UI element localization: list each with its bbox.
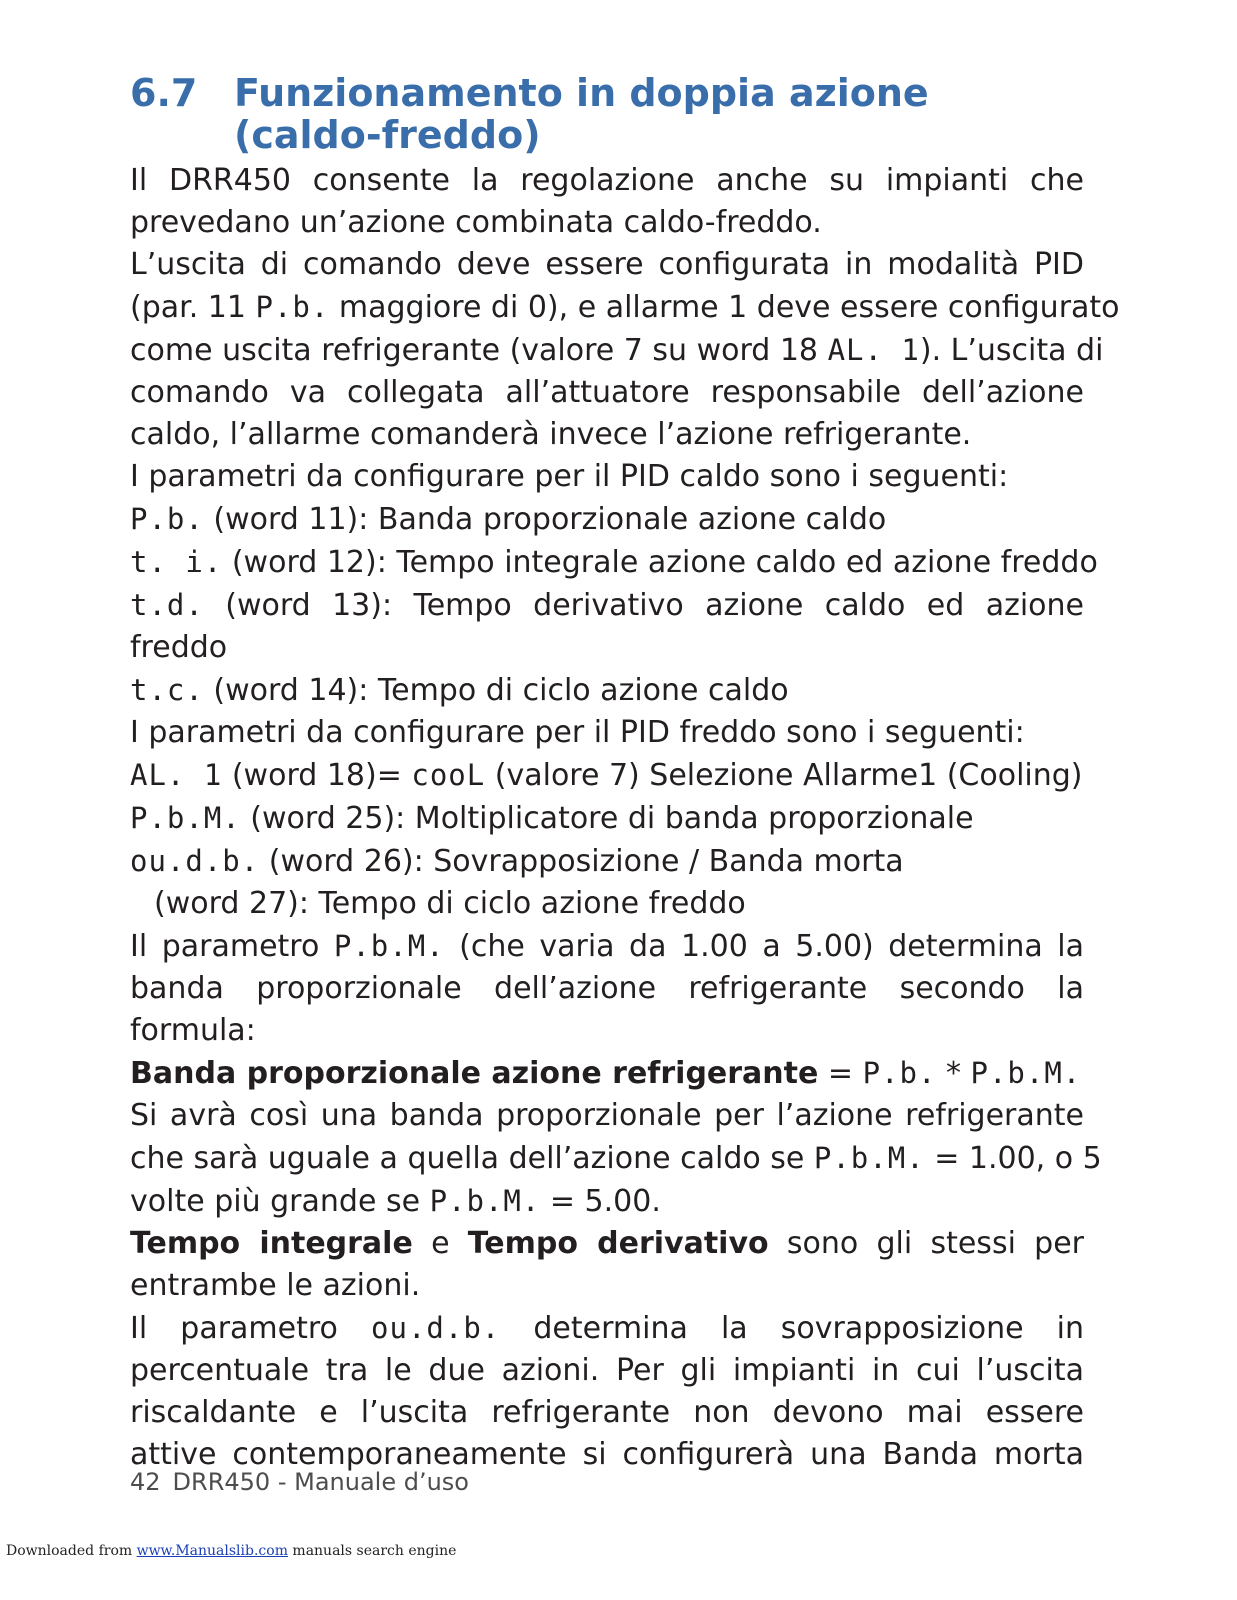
parameter-item: [130, 498, 1084, 541]
text-run: =: [818, 1056, 863, 1091]
display-code: P.b.: [255, 290, 330, 324]
display-code: ou.d.b.: [130, 844, 260, 878]
parameter-item: [130, 840, 1084, 883]
text-run: Il parametro: [130, 929, 334, 964]
display-code: t.d.: [130, 588, 204, 622]
formula-label: Banda proporzionale azione refrigerante: [130, 1056, 819, 1091]
text-run: che sarà uguale a quella dell’azione caldo se: [130, 1141, 814, 1176]
paragraph-line: percentuale tra le due azioni. Per gli impianti in cui l’uscita: [130, 1353, 1084, 1388]
paragraph-line: entrambe le azioni.: [130, 1268, 421, 1303]
bold-term: Tempo integrale: [130, 1226, 413, 1261]
section-title-line: (caldo-freddo): [234, 113, 541, 157]
display-code: P.b.M.: [970, 1056, 1082, 1090]
paragraph-line: comando va collegata all’attuatore responsabile dell’azione: [130, 375, 1084, 410]
paragraph-line: [130, 1307, 1084, 1350]
paragraph-line: Si avrà così una banda proporzionale per l’azione refrigerante: [130, 1098, 1084, 1133]
text-run: e: [412, 1226, 468, 1261]
parameter-description: (word 14): Tempo di ciclo azione caldo: [203, 673, 789, 708]
paragraph-line: banda proporzionale dell’azione refrigerante secondo la: [130, 971, 1084, 1006]
paragraph-line: [130, 1180, 1084, 1223]
formula: [130, 1052, 1084, 1095]
display-code: ou.d.b.: [371, 1311, 501, 1345]
display-code: P.b.M.: [813, 1141, 925, 1175]
paragraph-line: [130, 1137, 1102, 1180]
paragraph-line: [130, 1223, 1084, 1265]
text-run: Il parametro: [130, 1311, 372, 1346]
download-suffix: manuals search engine: [287, 1543, 457, 1559]
display-code: AL. 1: [827, 333, 920, 367]
paragraph-line: attive contemporaneamente si configurerà una Banda morta: [130, 1437, 1084, 1472]
section-title-line: Funzionamento in doppia azione: [234, 71, 929, 115]
download-prefix: Downloaded from: [6, 1543, 137, 1559]
parameter-item: (word 27): Tempo di ciclo azione freddo: [154, 886, 746, 921]
parameter-item: [130, 669, 1084, 712]
display-code: t. i.: [130, 545, 223, 579]
display-code: t.c.: [130, 673, 204, 707]
parameter-item: [130, 754, 1084, 797]
section-title: [234, 72, 1084, 156]
parameter-description: (word 12): Tempo integrale azione caldo ed azione freddo: [222, 545, 1098, 580]
text-run: sono gli stessi per: [768, 1226, 1084, 1261]
parameter-description: (valore 7) Selezione Allarme1 (Cooling): [485, 758, 1083, 793]
paragraph-line: Il DRR450 consente la regolazione anche su impianti che: [130, 163, 1084, 198]
display-code: P.b.M.: [333, 929, 445, 963]
parameter-description: (word 18)=: [222, 758, 412, 793]
parameter-item: [130, 541, 1098, 584]
paragraph-line: riscaldante e l’uscita refrigerante non devono mai essere: [130, 1395, 1084, 1430]
section-number: 6.7: [130, 71, 198, 115]
display-code: P.b.: [862, 1056, 937, 1090]
text-run: = 1.00, o 5: [924, 1141, 1102, 1176]
text-run: ). L’uscita di: [919, 333, 1104, 368]
paragraph-line: L’uscita di comando deve essere configurata in modalità PID: [130, 247, 1084, 282]
paragraph-line: freddo: [130, 630, 228, 665]
section-heading: [130, 72, 1084, 156]
parameter-description: (word 11): Banda proporzionale azione caldo: [203, 502, 887, 537]
paragraph-line: caldo, l’allarme comanderà invece l’azione refrigerante.: [130, 417, 972, 452]
text-run: = 5.00.: [540, 1184, 661, 1219]
text-run: determina la sovrapposizione in: [500, 1311, 1085, 1346]
display-code: P.b.M.: [130, 801, 241, 835]
display-code: AL. 1: [130, 758, 223, 792]
parameter-description: (word 26): Sovrapposizione / Banda morta: [259, 844, 904, 879]
parameter-description: (word 25): Moltiplicatore di banda proporzionale: [240, 801, 974, 836]
text-run: come uscita refrigerante (valore 7 su word 18: [130, 333, 828, 368]
page-number: 42: [130, 1468, 161, 1496]
manual-page: [130, 71, 1120, 1476]
bold-term: Tempo derivativo: [467, 1226, 769, 1261]
paragraph-line: [130, 329, 1104, 372]
display-code: P.b.M.: [429, 1184, 541, 1218]
body-text: [130, 160, 1120, 1476]
parameter-item: [130, 797, 1084, 840]
text-run: maggiore di 0), e allarme 1 deve essere configurato: [329, 290, 1120, 325]
paragraph-line: [130, 286, 1120, 329]
text-run: (che varia da 1.00 a 5.00) determina la: [444, 929, 1084, 964]
display-code: cooL: [411, 758, 486, 792]
display-code: P.b.: [130, 502, 204, 536]
paragraph-line: I parametri da configurare per il PID freddo sono i seguenti:: [130, 715, 1025, 750]
download-banner: [6, 1543, 456, 1559]
paragraph-line: [130, 925, 1084, 968]
text-run: volte più grande se: [130, 1184, 430, 1219]
page-footer: [130, 1468, 469, 1496]
parameter-item: [130, 584, 1084, 627]
text-run: (par. 11: [130, 290, 256, 325]
text-run: *: [936, 1056, 971, 1091]
paragraph-line: I parametri da configurare per il PID caldo sono i seguenti:: [130, 459, 1009, 494]
manualslib-link[interactable]: www.Manualslib.com: [136, 1543, 288, 1559]
paragraph-line: prevedano un’azione combinata caldo-freddo.: [130, 205, 822, 240]
paragraph-line: formula:: [130, 1013, 256, 1048]
manual-title: DRR450 - Manuale d’uso: [172, 1468, 469, 1496]
parameter-description: (word 13): Tempo derivativo azione caldo ed azione: [203, 588, 1084, 623]
